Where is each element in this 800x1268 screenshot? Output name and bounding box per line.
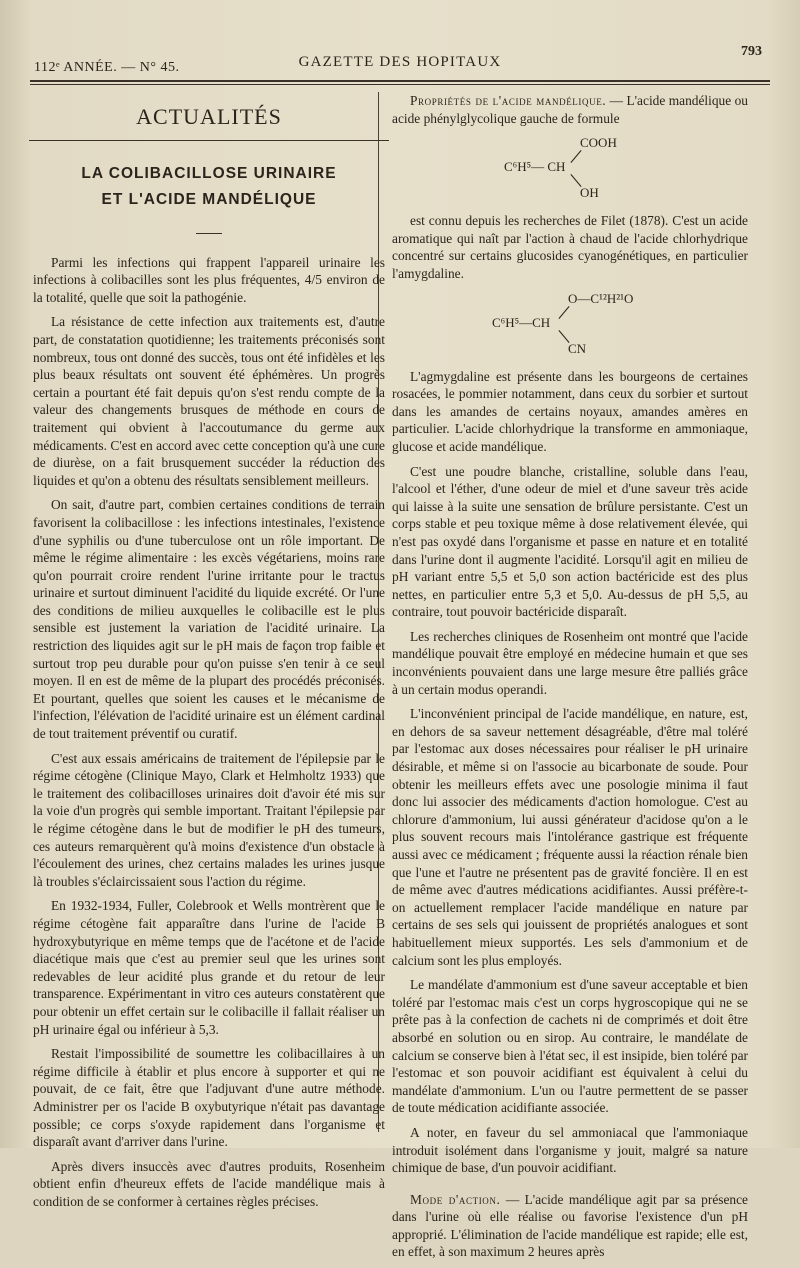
paragraph: L'inconvénient principal de l'acide mandélique, en nature, est, en dehors de sa saveur nettement désagréable, d'être mal toléré par l'estomac aux doses nécessaires pour réaliser le pH urinaire désirable, et même si on l'associe au bicarbonate de soude. Pour obtenir les meilleurs effets avec une posologie minima il faut donc lui associer des médicaments d'action homologue. C'est au chlorure d'ammonium, lui aussi générateur d'acidose qu'on a le plus souvent recours mais l'intolérance gastrique est fréquente aussi avec ce médicament ; fréquente aussi la réaction rénale bien que l'une et l'autre ne présentent pas de gravité foncière. Il en est de même avec d'autres médications acidifiantes. Aussi préfère-t-on actuellement remplacer l'acide mandélique en nature par certains de ses sels qui jouissent de propriétés analogues et sont habituellement mieux supportés. Les sels d'ammonium et de calcium sont les plus employés.	[392, 706, 748, 968]
paragraph: Restait l'impossibilité de soumettre les colibacillaires à un régime difficile à établir et plus encore à supporter et qui ne pouvait, de ce fait, être que l'adjuvant d'une autre méthode. Administrer per os l'acide B oxybutyrique n'était pas davantage possible; ce corps s'oxyde rapidement dans l'organisme et disparaît avant d'arriver dans l'urine.	[33, 1046, 385, 1150]
paragraph: C'est une poudre blanche, cristalline, soluble dans l'eau, l'alcool et l'éther, d'une odeur de miel et d'une saveur très acide qui laisse à la suite une sensation de brûlure persistante. C'est un corps stable et peu toxique même à dose relativement élevée, qui n'est pas oxydé dans l'organisme et passe en nature et en totalité dans l'urine dont il augmente l'acidité. Lorsqu'il agit en milieu de pH variant entre 5,5 et 5,0 son action bactéricide est des plus nettes, en particulier entre 5,3 et 5,0. Au-dessus de pH 5,5, au contraire, tout pouvoir bactéricide disparaît.	[392, 463, 748, 620]
formula-amygdalin	[392, 290, 748, 368]
formula-group-left: C⁶H⁵—CH	[492, 314, 551, 330]
formula-group-bottom: OH	[580, 185, 599, 201]
paragraph: Les recherches cliniques de Rosenheim ont montré que l'acide mandélique pouvait être employé en médecine humain et que ses inconvénients pouvaient dans une large mesure être palliés grâce à un certain modus operandi.	[392, 628, 748, 697]
journal-title: GAZETTE DES HOPITAUX	[298, 54, 502, 70]
formula-group-top: COOH	[580, 135, 617, 151]
paragraph: On sait, d'autre part, combien certaines conditions de terrain favorisent la colibacillose : les infections intestinales, l'existence d'une syphilis ou d'une tuberculose ont un rôle important. De même le régime alimentaire : les excès végétariens, moins rare qu'on pourrait croire rendent l'urine irritante pour le tractus urinaire et surtout diminuent l'acidité du liquide excrété. Or l'une des conditions de milieu auxquelles le colibacille est le plus sensible est justement la variation de l'acidité urinaire. La restriction des liquides agit sur le pH mais de façon trop faible et surtout trop peu durable pour qu'on puisse s'en tenir à ce seul moyen. Il en est de même de la plupart des procédés préconisés. Et pourtant, quelles que soient les causes et le mécanisme de l'infection, l'élévation de l'acidité urinaire est un élément cardinal de tout traitement préventif ou curatif.	[33, 497, 385, 742]
formula-group-bottom: CN	[568, 340, 587, 356]
header-rule	[30, 80, 770, 82]
paragraph: L'agmygdaline est présente dans les bourgeons de certaines rosacées, le pommier notamment, dans ceux du sorbier et surtout dans les amandes de certains noyaux, amandes amères en particulier. L'acide chlorhydrique la transforme en ammoniaque, glucose et acide mandélique.	[392, 368, 748, 454]
mode-heading: Mode d'action.	[410, 1191, 501, 1207]
issue-info: 112ᵉ ANNÉE. — N° 45.	[34, 60, 180, 75]
paragraph: La résistance de cette infection aux traitements est, d'autre part, de constatation quotidienne; les traitements préconisés sont nombreux, tous ont donné des succès, tous ont été infidèles et les plus beaux résultats ont souvent été éphémères. Un progrès certain a pourtant été fait depuis qu'on s'est rendu compte de la valeur des changements brusques de méthode en cours de traitement qui obvient à l'accoutumance du germe aux médicaments. C'est en accord avec cette conception qu'à une cure de diurèse, on a fait brusquement succéder la réduction des liquides et qu'on a obtenu des résultats sensiblement meilleurs.	[33, 314, 385, 488]
left-column	[33, 92, 385, 1217]
paragraph: est connu depuis les recherches de Filet (1878). C'est un acide aromatique qui naît par l'action à chaud de l'acide chlorhydrique concentré sur certains glucosides cyanogénétiques, en particulier l'amygdaline.	[392, 213, 748, 281]
formula-group-top: O—C¹²H²¹O	[568, 290, 634, 306]
right-column	[392, 92, 748, 1268]
paragraph: A noter, en faveur du sel ammoniacal que l'ammoniaque introduit isolément dans l'organisme y jouit, malgré sa nature chimique de base, d'un pouvoir acidifiant.	[392, 1124, 748, 1176]
title-rule	[196, 233, 222, 234]
properties-heading: Propriétés de l'acide mandélique.	[410, 93, 607, 108]
section-title: ACTUALITÉS	[136, 104, 282, 129]
paragraph: Après divers insuccès avec d'autres produits, Rosenheim obtient enfin d'heureux effets de l'acide mandélique mais à condition de se conformer à certaines règles précises.	[33, 1158, 385, 1209]
article-title-line2: ET L'ACIDE MANDÉLIQUE	[101, 190, 317, 208]
header-rule-thin	[30, 84, 770, 85]
mode-text: — L'acide mandélique agit par sa présence dans l'urine où elle réalise ou favorise l'existence d'un pH approprié. L'élimination de l'acide mandélique est rapide; elle est, en effet, à son maximum 2 heures après	[392, 1191, 748, 1260]
paragraph: Le mandélate d'ammonium est d'une saveur acceptable et bien toléré par l'estomac mais c'est un corps hygroscopique qui ne se prête pas à la confection de cachets ni de comprimés et doit être absorbé en solution ou en sirop. Au contraire, le mandélate de calcium se conserve bien à l'état sec, il est insipide, bien toléré par l'estomac et son pouvoir acidifiant est équivalent à celui du mandélate d'ammonium. L'un ou l'autre permettent de se passer de toute médication acidifiante associée.	[392, 977, 748, 1116]
paragraph: C'est aux essais américains de traitement de l'épilepsie par le régime cétogène (Clinique Mayo, Clark et Helmholtz 1933) que le traitement des colibacilloses urinaires doit d'avoir été mis sur la voie d'un progrès qui semble important. Traitant l'épilepsie par le régime cétogène dans le but de modifier le pH des tumeurs, ces auteurs remarquèrent qu'à moins d'existence d'un obstacle à l'écoulement des urines, chez certains malades les urines jusque là troubles s'éclaircissaient sous l'action du régime.	[33, 750, 385, 889]
formula-bond	[558, 306, 569, 319]
paragraph: Parmi les infections qui frappent l'appareil urinaire les infections à colibacilles sont les plus fréquentes, 4/5 environ de la totalité, quelle que soit la pathogénie.	[33, 254, 385, 305]
properties-paragraph	[392, 92, 748, 127]
article-title-line1: LA COLIBACILLOSE URINAIRE	[81, 164, 337, 182]
page-number: 793	[741, 44, 762, 59]
properties-text: — L'acide mandélique ou acide phénylglycolique gauche de formule	[392, 93, 748, 126]
paragraph: En 1932-1934, Fuller, Colebrook et Wells montrèrent que le régime cétogène fait apparaître dans l'urine de l'acide B hydroxybutyrique en même temps que de l'acétone et de l'acide diacétique mais que c'est au premier seul que les urines sont redevables de leur acidité plus grande et du retour de leur transparence. Expérimentant in vitro ces auteurs constatèrent que pour obtenir un effet certain sur le colibacille il fallait réaliser un pH urinaire égal ou inférieur à 5,3.	[33, 898, 385, 1037]
mode-paragraph	[392, 1191, 748, 1261]
formula-bond	[570, 150, 581, 163]
formula-group-left: C⁶H⁵— CH	[504, 159, 566, 175]
formula-mandelic-acid	[392, 134, 748, 212]
page-header	[30, 40, 770, 80]
article-title	[33, 161, 385, 213]
section-rule	[29, 140, 389, 141]
